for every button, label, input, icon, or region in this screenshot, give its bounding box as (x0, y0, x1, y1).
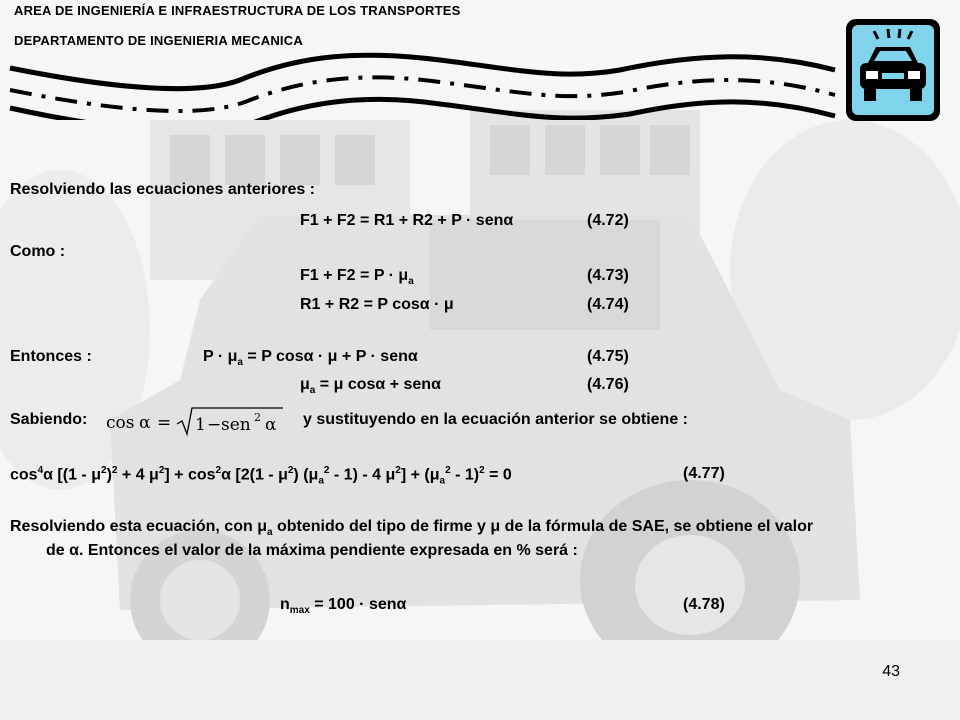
equation-4-78: $n_{max} = 100 \cdot sen\alpha$ (280, 596, 407, 617)
eq-number-4-75: (4.75) (587, 348, 629, 365)
formula-sen: sen (221, 415, 251, 435)
formula-alpha: α (139, 413, 151, 433)
equation-4-74: R1 + R2 = P cosα · μ (300, 296, 454, 313)
page-number: 43 (882, 663, 900, 680)
formula-minus: − (207, 415, 222, 435)
formula-exponent: 2 (254, 411, 261, 424)
entonces-label: Entonces : (10, 348, 92, 365)
como-label: Como : (10, 243, 66, 260)
eq-number-4-74: (4.74) (587, 296, 629, 313)
equation-4-73: $F1 + F2 = P \cdot \mu_a$ (300, 267, 414, 288)
equation-4-77: $\cos^4\alpha$ [$(1 - \mu^2)^2 + 4$ $\mu^2] + \cos^2\alpha$ [$2(1 - \mu^2)$ $(\mu_a^2 - 1) - 4$ $\mu^2] + (\mu_a^2 - 1)^2 = 0$ (10, 465, 512, 487)
formula-cos: cos (106, 413, 135, 433)
cosine-identity-formula (103, 404, 303, 438)
header-department-title: DEPARTAMENTO DE INGENIERIA MECANICA (14, 33, 303, 48)
resolviendo-line-1: Resolviendo esta ecuación, con $\mu_a$ obtenido del tipo de firme y μ de la fórmula de SAE, se obtiene el valor (10, 518, 814, 539)
eq-number-4-77: (4.77) (683, 465, 725, 482)
intro-text: Resolviendo las ecuaciones anteriores : (10, 181, 316, 198)
formula-one: 1 (195, 415, 206, 435)
eq-number-4-78: (4.78) (683, 596, 725, 613)
road-decoration (0, 40, 840, 120)
sabiendo-label: Sabiendo: (10, 411, 88, 428)
equation-4-75: $P \cdot \mu_a = P$ cosα · μ + P · senα (203, 348, 418, 369)
formula-equals: = (157, 413, 172, 433)
eq-number-4-73: (4.73) (587, 267, 629, 284)
eq-number-4-72: (4.72) (587, 212, 629, 229)
car-icon (844, 17, 942, 123)
sabiendo-tail-text: y sustituyendo en la ecuación anterior se obtiene : (303, 411, 688, 428)
formula-alpha-2: α (265, 415, 277, 435)
header-area-title: AREA DE INGENIERÍA E INFRAESTRUCTURA DE LOS TRANSPORTES (14, 3, 461, 18)
equation-4-72: F1 + F2 = R1 + R2 + P · senα (300, 212, 514, 229)
resolviendo-line-2: de α. Entonces el valor de la máxima pendiente expresada en % será : (46, 542, 578, 559)
equation-4-76: $\mu_a = \mu$ cosα + senα (300, 376, 441, 397)
eq-number-4-76: (4.76) (587, 376, 629, 393)
